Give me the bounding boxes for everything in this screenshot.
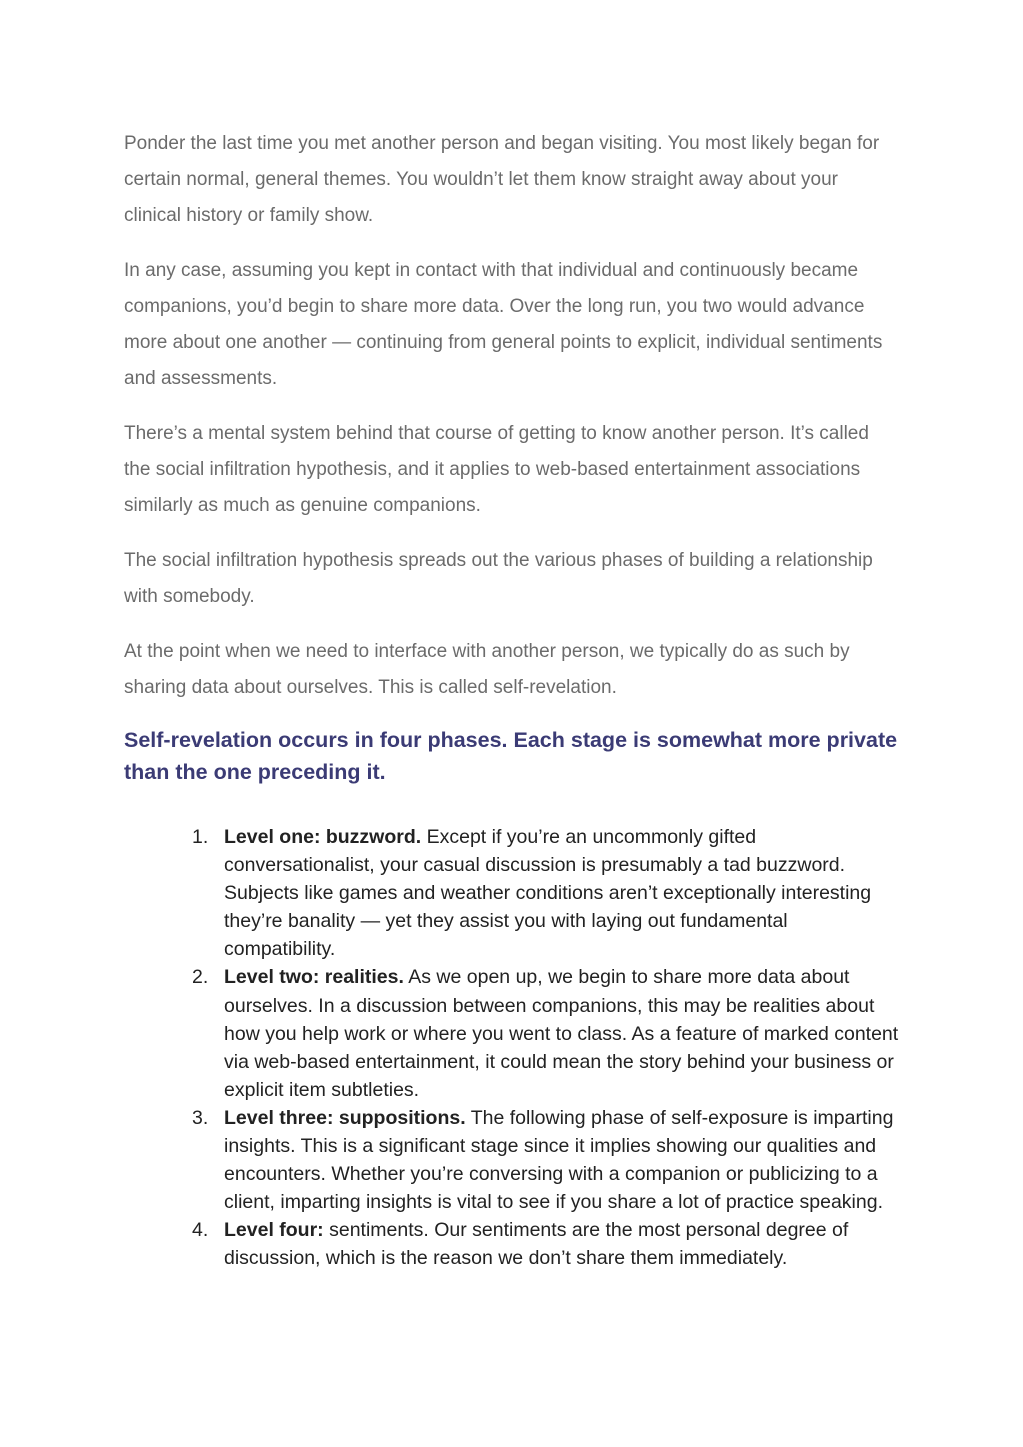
document-page bbox=[124, 126, 899, 1273]
intro-paragraph: Ponder the last time you met another person and began visiting. You most likely began for certain normal, general themes. You wouldn’t let them know straight away about your clinical history or family show. bbox=[124, 133, 880, 226]
list-item bbox=[124, 963, 899, 1103]
list-item-number: 1. bbox=[192, 826, 209, 848]
intro-paragraph: At the point when we need to interface with another person, we typically do as such by sharing data about ourselves. This is called self-revelation. bbox=[124, 641, 850, 698]
list-item-body: The following phase of self-exposure is imparting insights. This is a significant stage since it implies showing our qualities and encounters. Whether you’re conversing with a companion or publicizing to a client, imparting insights is vital to see if you share a lot of practice speaking. bbox=[224, 1106, 894, 1214]
list-item-title: Level one: buzzword. bbox=[224, 826, 422, 848]
list-item-title: Level two: realities. bbox=[224, 966, 404, 989]
list-item-number: 3. bbox=[192, 1106, 209, 1129]
section-heading: Self-revelation occurs in four phases. Each stage is somewhat more private than the one preceding it. bbox=[124, 728, 898, 784]
phases-list bbox=[124, 823, 899, 1273]
intro-paragraph: In any case, assuming you kept in contact with that individual and continuously became companions, you’d begin to share more data. Over the long run, you two would advance more about one another — continuing from general points to explicit, individual sentiments and assessments. bbox=[124, 260, 883, 389]
list-item bbox=[124, 823, 899, 963]
list-item-body: Except if you’re an uncommonly gifted conversationalist, your casual discussion is presumably a tad buzzword. Subjects like games and weather conditions aren’t exceptionally interesting they’re banality — yet they assist you with laying out fundamental compatibility. bbox=[224, 826, 872, 961]
list-item-body: sentiments. Our sentiments are the most personal degree of discussion, which is the reason we don’t share them immediately. bbox=[224, 1219, 849, 1270]
list-item-body: As we open up, we begin to share more data about ourselves. In a discussion between companions, this may be realities about how you help work or where you went to class. As a feature of marked content via web-based entertainment, it could mean the story behind your business or explicit item subtleties. bbox=[224, 966, 899, 1101]
intro-paragraph: The social infiltration hypothesis spreads out the various phases of building a relationship with somebody. bbox=[124, 550, 873, 607]
list-item bbox=[124, 1104, 899, 1216]
list-item-title: Level four: bbox=[224, 1219, 324, 1242]
list-item-number: 2. bbox=[192, 966, 209, 989]
list-item-number: 4. bbox=[192, 1219, 209, 1242]
list-item-title: Level three: suppositions. bbox=[224, 1106, 466, 1129]
intro-paragraph: There’s a mental system behind that course of getting to know another person. It’s called the social infiltration hypothesis, and it applies to web-based entertainment associations similarly as much as genuine companions. bbox=[124, 423, 869, 516]
list-item bbox=[124, 1216, 899, 1272]
